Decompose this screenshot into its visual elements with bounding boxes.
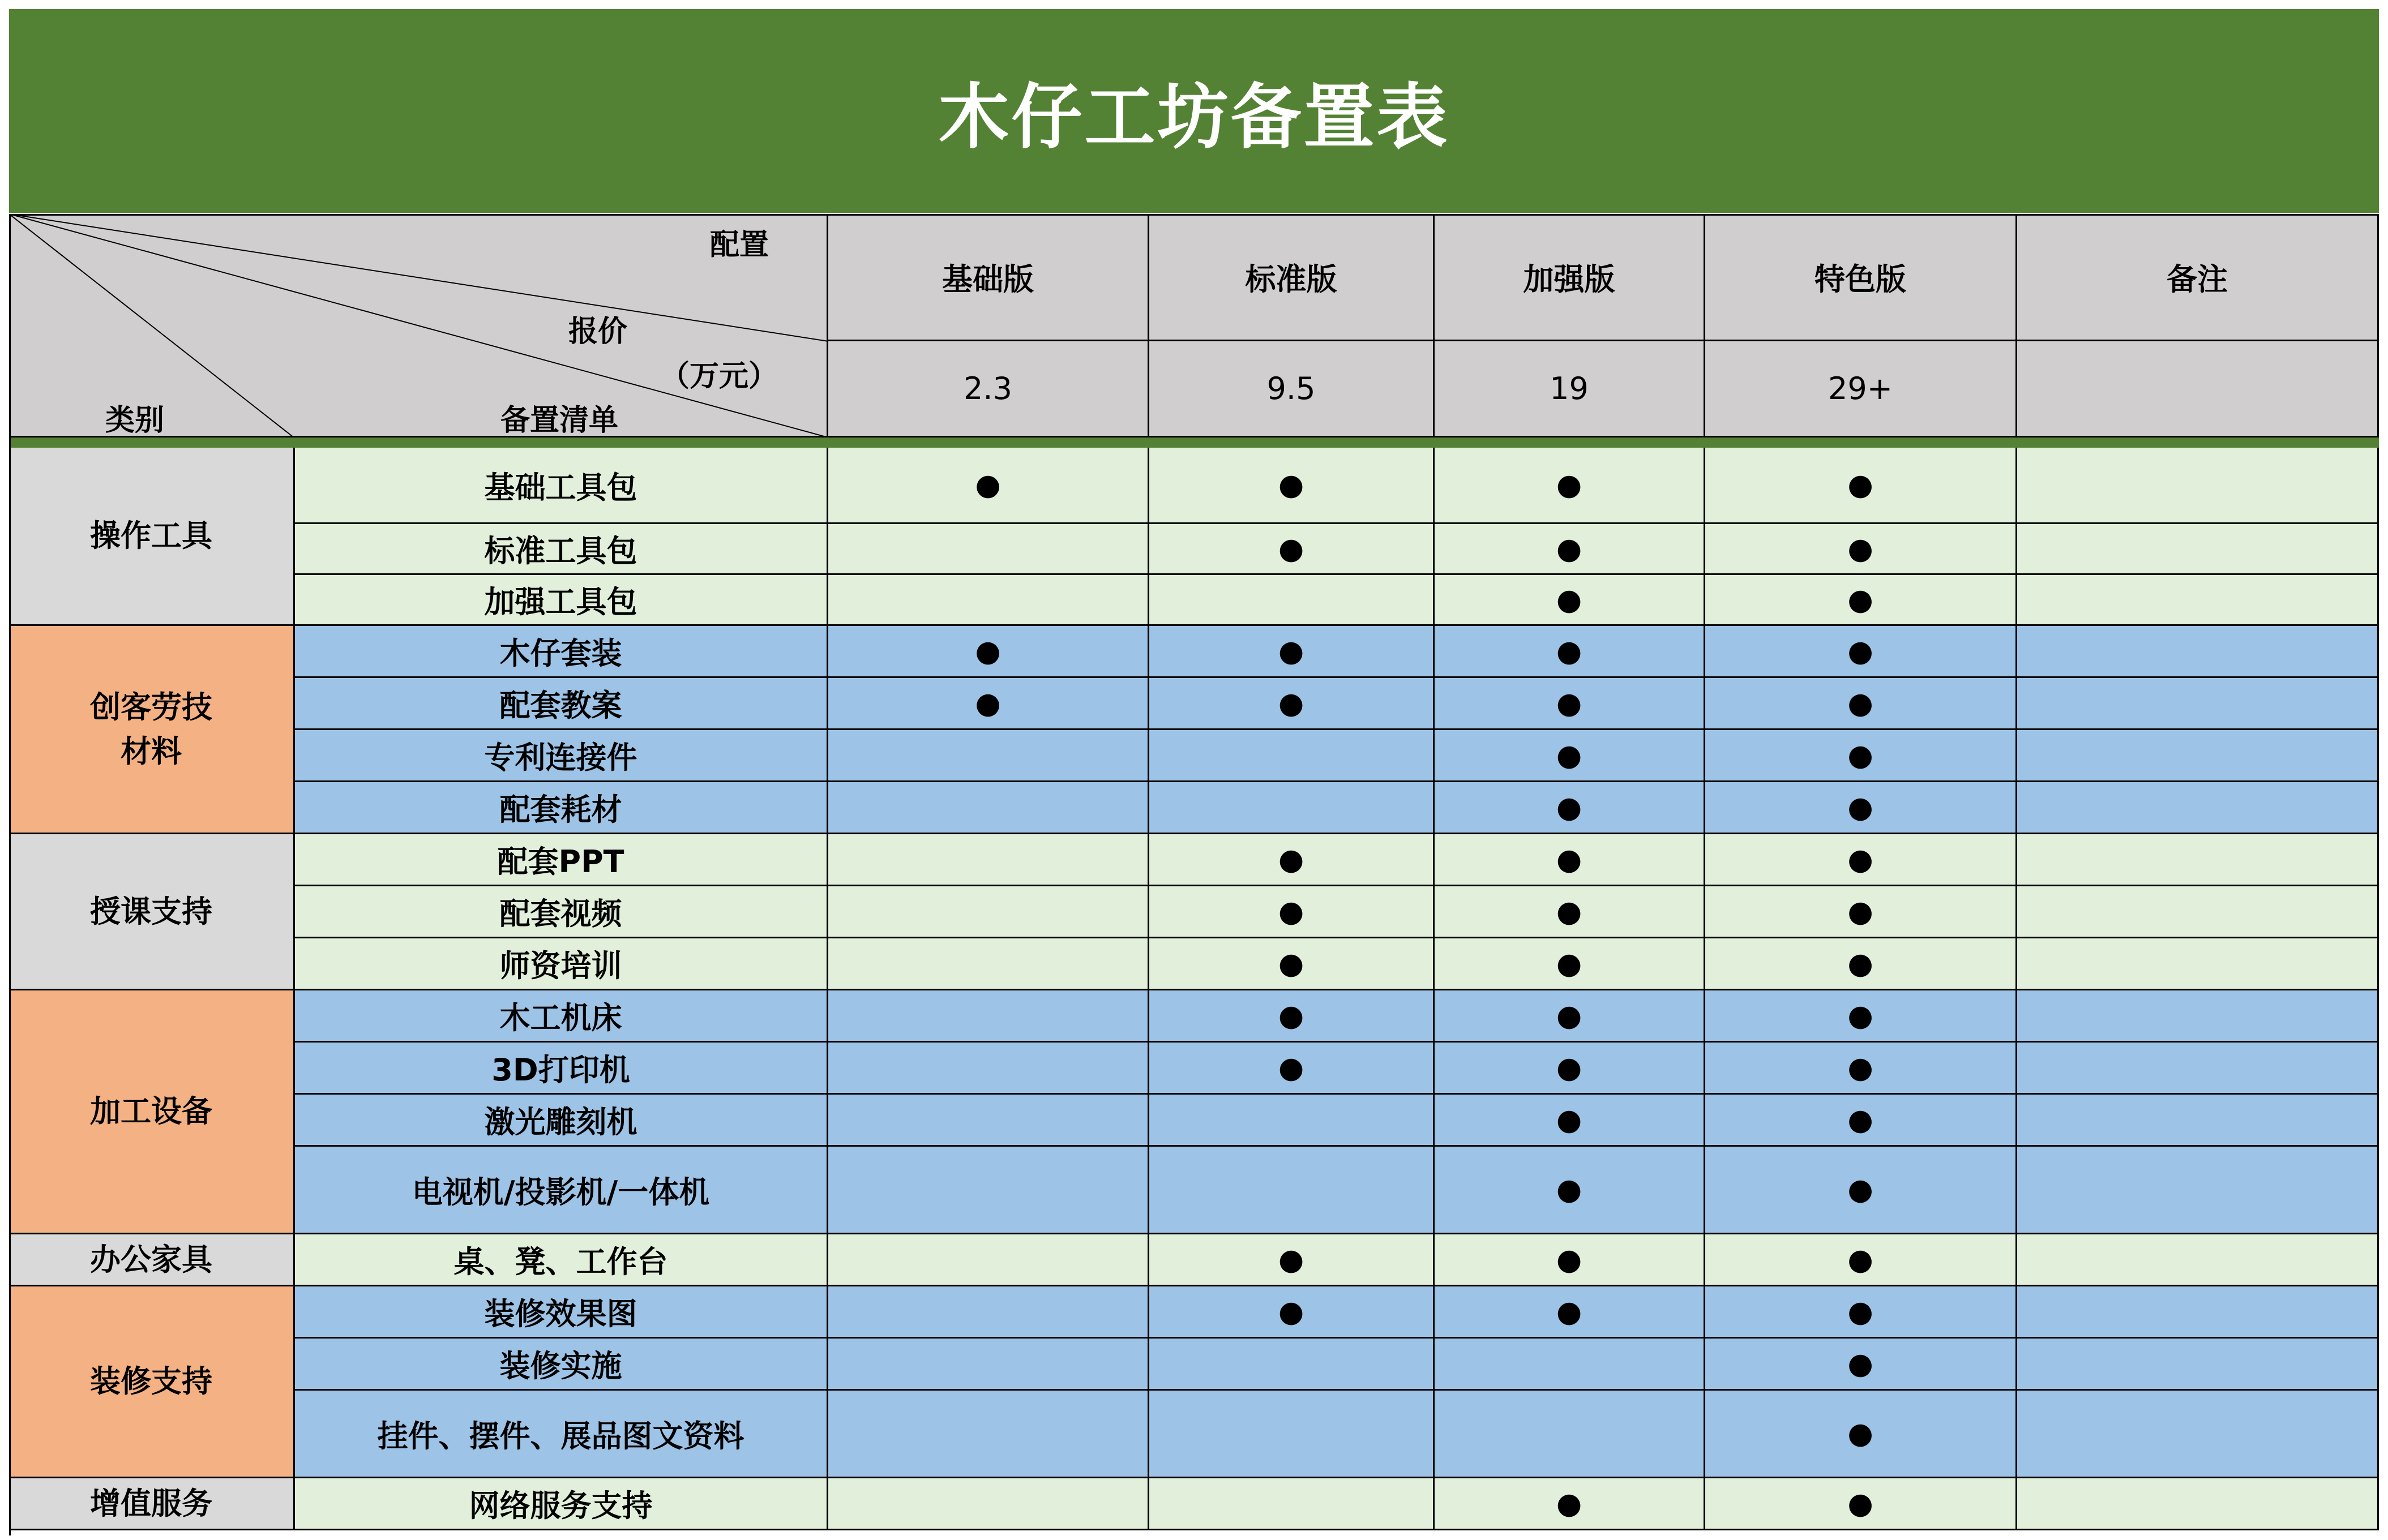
item-name-cell — [295, 782, 828, 834]
item-name-cell — [295, 1391, 828, 1478]
availability-cell — [828, 834, 1149, 886]
availability-cell — [1435, 1147, 1705, 1234]
availability-cell — [1435, 524, 1705, 575]
price-value: 29+ — [1828, 371, 1893, 406]
corner-list-label: 备置清单 — [500, 404, 619, 437]
page-title: 木仔工坊备置表 — [938, 76, 1450, 158]
included-mark: ● — [1847, 842, 1873, 877]
edition-header-3 — [1435, 214, 1705, 341]
category-cell — [9, 834, 295, 990]
availability-cell — [1435, 678, 1705, 730]
availability-cell — [828, 938, 1149, 990]
category-name: 授课支持 — [90, 893, 212, 929]
included-mark: ● — [1847, 998, 1873, 1033]
included-mark: ● — [1278, 1050, 1304, 1085]
header-corner-cell — [9, 214, 828, 437]
category-cell — [9, 990, 295, 1234]
availability-cell — [1705, 448, 2017, 524]
availability-cell — [1149, 1478, 1435, 1530]
availability-cell — [1149, 990, 1435, 1043]
availability-cell — [1149, 730, 1435, 782]
availability-cell — [1705, 678, 2017, 730]
notes-cell — [2017, 1478, 2379, 1530]
notes-cell — [2017, 938, 2379, 990]
category-name: 装修支持 — [90, 1363, 212, 1399]
included-mark: ● — [1847, 738, 1873, 773]
item-name-cell — [295, 1043, 828, 1095]
availability-cell — [1435, 990, 1705, 1043]
item-name-cell — [295, 626, 828, 678]
included-mark: ● — [1847, 1417, 1873, 1451]
availability-cell — [1149, 834, 1435, 886]
category-name: 增值服务 — [90, 1485, 212, 1521]
availability-cell — [1435, 730, 1705, 782]
item-name-cell — [295, 1234, 828, 1286]
availability-cell — [1705, 1339, 2017, 1391]
edition-label: 特色版 — [1814, 261, 1906, 297]
included-mark: ● — [1847, 634, 1873, 668]
item-name-cell — [295, 1478, 828, 1530]
availability-cell — [1149, 886, 1435, 938]
included-mark: ● — [1847, 1242, 1873, 1277]
notes-cell — [2017, 1391, 2379, 1478]
included-mark: ● — [1278, 946, 1304, 981]
availability-cell — [1149, 575, 1435, 626]
availability-cell — [828, 1286, 1149, 1339]
header-separator — [9, 437, 2379, 448]
availability-cell — [1435, 1478, 1705, 1530]
included-mark: ● — [1278, 842, 1304, 877]
category-cell — [9, 1286, 295, 1478]
notes-cell — [2017, 782, 2379, 834]
included-mark: ● — [1556, 686, 1582, 720]
item-name: 配套耗材 — [499, 792, 622, 827]
item-name-cell — [295, 938, 828, 990]
corner-price-label: 报价 — [568, 315, 628, 349]
included-mark: ● — [1556, 634, 1582, 668]
availability-cell — [1435, 1339, 1705, 1391]
availability-cell — [828, 1234, 1149, 1286]
availability-cell — [1149, 1147, 1435, 1234]
availability-cell — [1705, 782, 2017, 834]
availability-cell — [1435, 834, 1705, 886]
included-mark: ● — [1556, 946, 1582, 981]
availability-cell — [1705, 1095, 2017, 1147]
availability-cell — [1435, 886, 1705, 938]
included-mark: ● — [1278, 634, 1304, 668]
availability-cell — [828, 1391, 1149, 1478]
availability-cell — [1435, 1043, 1705, 1095]
included-mark: ● — [1847, 468, 1873, 502]
price-cell-1 — [828, 341, 1149, 437]
included-mark: ● — [1556, 790, 1582, 825]
included-mark: ● — [1847, 1486, 1873, 1521]
availability-cell — [828, 524, 1149, 575]
availability-cell — [1435, 938, 1705, 990]
included-mark: ● — [1847, 582, 1873, 617]
availability-cell — [1149, 1234, 1435, 1286]
included-mark: ● — [1556, 1050, 1582, 1085]
availability-cell — [1705, 834, 2017, 886]
availability-cell — [1705, 886, 2017, 938]
notes-cell — [2017, 1339, 2379, 1391]
notes-cell — [2017, 524, 2379, 575]
availability-cell — [828, 1339, 1149, 1391]
availability-cell — [1705, 626, 2017, 678]
availability-cell — [828, 1095, 1149, 1147]
availability-cell — [1435, 448, 1705, 524]
availability-cell — [1705, 1043, 2017, 1095]
price-cell-4 — [1705, 341, 2017, 437]
item-name: 专利连接件 — [484, 740, 637, 775]
included-mark: ● — [975, 686, 1001, 720]
included-mark: ● — [1556, 998, 1582, 1033]
edition-label: 基础版 — [942, 261, 1034, 297]
included-mark: ● — [1278, 531, 1304, 566]
item-name-cell — [295, 990, 828, 1043]
item-name: 激光雕刻机 — [484, 1104, 637, 1140]
notes-cell — [2017, 626, 2379, 678]
availability-cell — [1435, 1095, 1705, 1147]
edition-header-2 — [1149, 214, 1435, 341]
included-mark: ● — [1278, 686, 1304, 720]
notes-cell — [2017, 1043, 2379, 1095]
notes-cell — [2017, 730, 2379, 782]
item-name-cell — [295, 1095, 828, 1147]
item-name: 师资培训 — [499, 948, 622, 984]
item-name: 3D打印机 — [491, 1052, 630, 1088]
availability-cell — [1149, 448, 1435, 524]
item-name-cell — [295, 730, 828, 782]
included-mark: ● — [1278, 894, 1304, 929]
item-name: 桌、凳、工作台 — [453, 1244, 668, 1280]
category-name: 加工设备 — [90, 1093, 212, 1129]
price-value: 9.5 — [1266, 371, 1316, 406]
availability-cell — [828, 626, 1149, 678]
included-mark: ● — [1847, 946, 1873, 981]
availability-cell — [1435, 1234, 1705, 1286]
item-name-cell — [295, 1339, 828, 1391]
category-cell — [9, 626, 295, 834]
notes-cell — [2017, 1234, 2379, 1286]
included-mark: ● — [1278, 1242, 1304, 1277]
item-name-cell — [295, 575, 828, 626]
availability-cell — [828, 782, 1149, 834]
included-mark: ● — [1278, 998, 1304, 1033]
included-mark: ● — [1847, 1103, 1873, 1137]
availability-cell — [828, 1043, 1149, 1095]
item-name: 木仔套装 — [499, 636, 622, 671]
corner-unit-label: （万元） — [660, 359, 778, 393]
item-name-cell — [295, 448, 828, 524]
item-name: 标准工具包 — [484, 533, 637, 569]
category-name: 创客劳技 材料 — [90, 689, 212, 769]
item-name: 装修实施 — [499, 1348, 622, 1384]
item-name: 电视机/投影机/一体机 — [412, 1174, 710, 1210]
included-mark: ● — [1847, 1050, 1873, 1085]
included-mark: ● — [1847, 1294, 1873, 1329]
availability-cell — [1149, 1339, 1435, 1391]
availability-cell — [1149, 626, 1435, 678]
availability-cell — [1705, 1234, 2017, 1286]
availability-cell — [1705, 575, 2017, 626]
availability-cell — [828, 678, 1149, 730]
item-name: 网络服务支持 — [469, 1488, 653, 1524]
notes-cell — [2017, 834, 2379, 886]
price-value: 19 — [1550, 371, 1589, 406]
notes-cell — [2017, 448, 2379, 524]
notes-cell — [2017, 990, 2379, 1043]
edition-header-4 — [1705, 214, 2017, 341]
availability-cell — [828, 1147, 1149, 1234]
availability-cell — [828, 448, 1149, 524]
availability-cell — [1435, 1391, 1705, 1478]
included-mark: ● — [1847, 790, 1873, 825]
notes-cell — [2017, 886, 2379, 938]
price-value: 2.3 — [964, 371, 1012, 406]
availability-cell — [1705, 990, 2017, 1043]
availability-cell — [1149, 1286, 1435, 1339]
availability-cell — [1149, 1391, 1435, 1478]
item-name-cell — [295, 886, 828, 938]
edition-label: 标准版 — [1245, 261, 1337, 297]
included-mark: ● — [1556, 582, 1582, 617]
included-mark: ● — [1556, 1486, 1582, 1521]
category-cell — [9, 448, 295, 626]
included-mark: ● — [1556, 1294, 1582, 1329]
item-name-cell — [295, 678, 828, 730]
notes-cell — [2017, 1147, 2379, 1234]
notes-header — [2017, 214, 2379, 341]
edition-label: 加强版 — [1523, 261, 1615, 297]
item-name: 挂件、摆件、展品图文资料 — [377, 1418, 744, 1454]
item-name-cell — [295, 524, 828, 575]
notes-cell — [2017, 1095, 2379, 1147]
category-cell — [9, 1234, 295, 1286]
item-name-cell — [295, 1286, 828, 1339]
notes-label: 备注 — [2167, 261, 2228, 297]
included-mark: ● — [1556, 1242, 1582, 1277]
included-mark: ● — [1847, 686, 1873, 720]
availability-cell — [1705, 1478, 2017, 1530]
included-mark: ● — [1556, 1103, 1582, 1137]
included-mark: ● — [1556, 738, 1582, 773]
category-cell — [9, 1478, 295, 1530]
availability-cell — [1149, 678, 1435, 730]
included-mark: ● — [1847, 531, 1873, 566]
notes-cell — [2017, 1286, 2379, 1339]
availability-cell — [828, 990, 1149, 1043]
availability-cell — [828, 1478, 1149, 1530]
availability-cell — [1435, 1286, 1705, 1339]
equipment-table — [9, 214, 2379, 1535]
item-name: 基础工具包 — [484, 469, 637, 505]
item-name: 配套教案 — [499, 688, 622, 723]
notes-cell — [2017, 678, 2379, 730]
item-name: 加强工具包 — [484, 584, 637, 620]
included-mark: ● — [1847, 1346, 1873, 1381]
availability-cell — [1705, 938, 2017, 990]
availability-cell — [828, 886, 1149, 938]
availability-cell — [1435, 626, 1705, 678]
price-cell-3 — [1435, 341, 1705, 437]
edition-header-1 — [828, 214, 1149, 341]
notes-price-cell — [2017, 341, 2379, 437]
availability-cell — [1705, 1391, 2017, 1478]
included-mark: ● — [1847, 1173, 1873, 1207]
included-mark: ● — [975, 468, 1001, 502]
availability-cell — [828, 730, 1149, 782]
category-name: 操作工具 — [90, 518, 212, 554]
included-mark: ● — [1556, 1173, 1582, 1207]
availability-cell — [1149, 782, 1435, 834]
availability-cell — [1149, 1043, 1435, 1095]
availability-cell — [1705, 1286, 2017, 1339]
corner-category-label: 类别 — [105, 404, 165, 437]
item-name: 配套PPT — [497, 844, 624, 880]
item-name-cell — [295, 1147, 828, 1234]
category-name: 办公家具 — [90, 1241, 212, 1277]
item-name: 装修效果图 — [484, 1296, 637, 1332]
included-mark: ● — [1556, 894, 1582, 929]
item-name: 配套视频 — [499, 896, 622, 932]
availability-cell — [1149, 524, 1435, 575]
notes-cell — [2017, 575, 2379, 626]
included-mark: ● — [1556, 531, 1582, 566]
corner-config-label: 配置 — [710, 228, 769, 262]
included-mark: ● — [1556, 842, 1582, 877]
availability-cell — [1705, 1147, 2017, 1234]
availability-cell — [1149, 938, 1435, 990]
item-name-cell — [295, 834, 828, 886]
availability-cell — [828, 575, 1149, 626]
availability-cell — [1149, 1095, 1435, 1147]
availability-cell — [1705, 524, 2017, 575]
included-mark: ● — [1556, 468, 1582, 502]
title-banner — [9, 9, 2379, 213]
availability-cell — [1705, 730, 2017, 782]
included-mark: ● — [1847, 894, 1873, 929]
availability-cell — [1435, 782, 1705, 834]
included-mark: ● — [975, 634, 1001, 668]
item-name: 木工机床 — [499, 1000, 622, 1036]
price-cell-2 — [1149, 341, 1435, 437]
included-mark: ● — [1278, 1294, 1304, 1329]
included-mark: ● — [1278, 468, 1304, 502]
availability-cell — [1435, 575, 1705, 626]
